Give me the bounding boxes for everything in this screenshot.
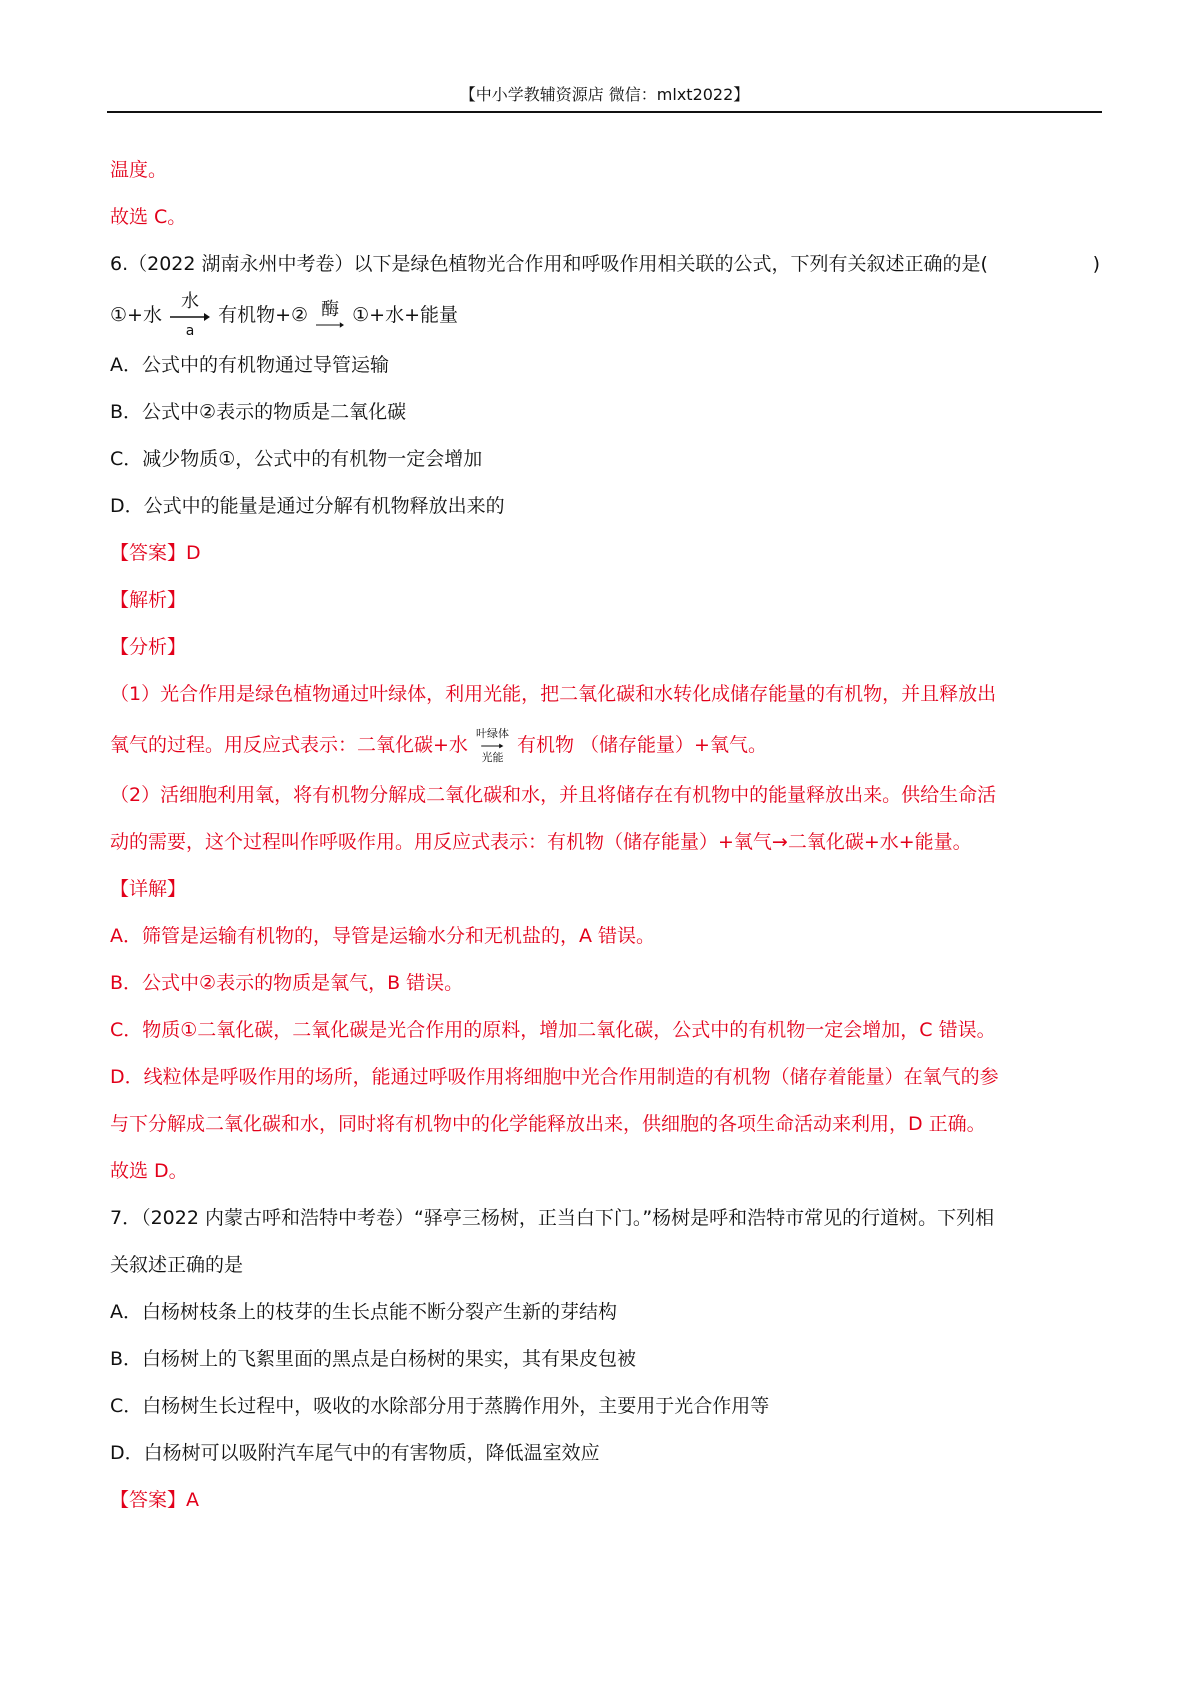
arrow-right-icon <box>480 740 504 752</box>
arrow-label-bottom: 光能 <box>481 750 504 764</box>
formula-part: ①+水 <box>110 304 162 326</box>
arrow-right-icon <box>316 319 344 331</box>
detail-conclusion: 故选 D。 <box>110 1160 188 1182</box>
arrow-label-top: 叶绿体 <box>475 726 509 740</box>
arrow-label-bottom: a <box>185 322 195 339</box>
option-b: B．白杨树上的飞絮里面的黑点是白杨树的果实，其有果皮包被 <box>110 1348 637 1370</box>
analysis-text: 动的需要，这个过程叫作呼吸作用。用反应式表示：有机物（储存能量）+氧气→二氧化碳+水+能量。 <box>110 831 972 853</box>
option-c: C．减少物质①，公式中的有机物一定会增加 <box>110 448 483 470</box>
equation-right: 有机物 （储存能量）+氧气。 <box>517 734 767 756</box>
option-d: D．公式中的能量是通过分解有机物释放出来的 <box>110 495 505 517</box>
equation-left: 氧气的过程。用反应式表示：二氧化碳+水 <box>110 734 468 756</box>
arrow-label-top: 酶 <box>321 298 340 320</box>
question-6-stem <box>110 241 1100 288</box>
arrow-right-icon <box>170 311 210 323</box>
option-c: C．白杨树生长过程中，吸收的水除部分用于蒸腾作用外，主要用于光合作用等 <box>110 1395 770 1417</box>
detail-text: B．公式中②表示的物质是氧气，B 错误。 <box>110 972 464 994</box>
page-header: 【中小学教辅资源店 微信：mlxt2022】 <box>459 85 750 104</box>
option-a: A．公式中的有机物通过导管运输 <box>110 354 389 376</box>
analysis-label: 【解析】 <box>110 589 187 611</box>
detail-text: D．线粒体是呼吸作用的场所，能通过呼吸作用将细胞中光合作用制造的有机物（储存着能量）在氧气的参 <box>110 1066 999 1088</box>
question-text: 6.（2022 湖南永州中考卷）以下是绿色植物光合作用和呼吸作用相关联的公式，下列有关叙述正确的是( <box>110 253 988 275</box>
question-6-formula <box>110 288 1100 342</box>
text-line: 温度。 <box>110 159 168 181</box>
analysis-text-equation <box>110 718 1100 772</box>
analysis-text: （1）光合作用是绿色植物通过叶绿体，利用光能，把二氧化碳和水转化成储存能量的有机物，并且释放出 <box>110 683 997 705</box>
reaction-arrow <box>170 290 210 339</box>
formula-part: 有机物+② <box>218 304 309 326</box>
option-a: A．白杨树枝条上的枝芽的生长点能不断分裂产生新的芽结构 <box>110 1301 617 1323</box>
detail-label: 【详解】 <box>110 878 187 900</box>
text-line: 故选 C。 <box>110 206 187 228</box>
detail-text: 与下分解成二氧化碳和水，同时将有机物中的化学能释放出来，供细胞的各项生命活动来利用，D 正确。 <box>110 1113 986 1135</box>
answer-label: 【答案】D <box>110 542 201 564</box>
page-content <box>110 147 1100 1524</box>
reaction-arrow <box>476 728 509 764</box>
analysis-text: （2）活细胞利用氧，将有机物分解成二氧化碳和水，并且将储存在有机物中的能量释放出来。供给生命活 <box>110 784 997 806</box>
question-7-stem: 7．（2022 内蒙古呼和浩特中考卷）“驿亭三杨树，正当白下门。”杨树是呼和浩特市常见的行道树。下列相 <box>110 1207 995 1229</box>
question-7-stem-cont: 关叙述正确的是 <box>110 1254 244 1276</box>
reaction-arrow <box>316 298 344 331</box>
option-d: D．白杨树可以吸附汽车尾气中的有害物质，降低温室效应 <box>110 1442 600 1464</box>
header-divider <box>107 111 1102 113</box>
option-b: B．公式中②表示的物质是二氧化碳 <box>110 401 407 423</box>
formula-part: ①+水+能量 <box>352 304 458 326</box>
question-bracket-end: ) <box>1092 253 1100 275</box>
arrow-label-top: 水 <box>181 290 200 312</box>
fenxi-label: 【分析】 <box>110 636 187 658</box>
detail-text: A．筛管是运输有机物的，导管是运输水分和无机盐的，A 错误。 <box>110 925 656 947</box>
detail-text: C．物质①二氧化碳，二氧化碳是光合作用的原料，增加二氧化碳，公式中的有机物一定会增加，C 错误。 <box>110 1019 996 1041</box>
answer-label: 【答案】A <box>110 1489 199 1511</box>
